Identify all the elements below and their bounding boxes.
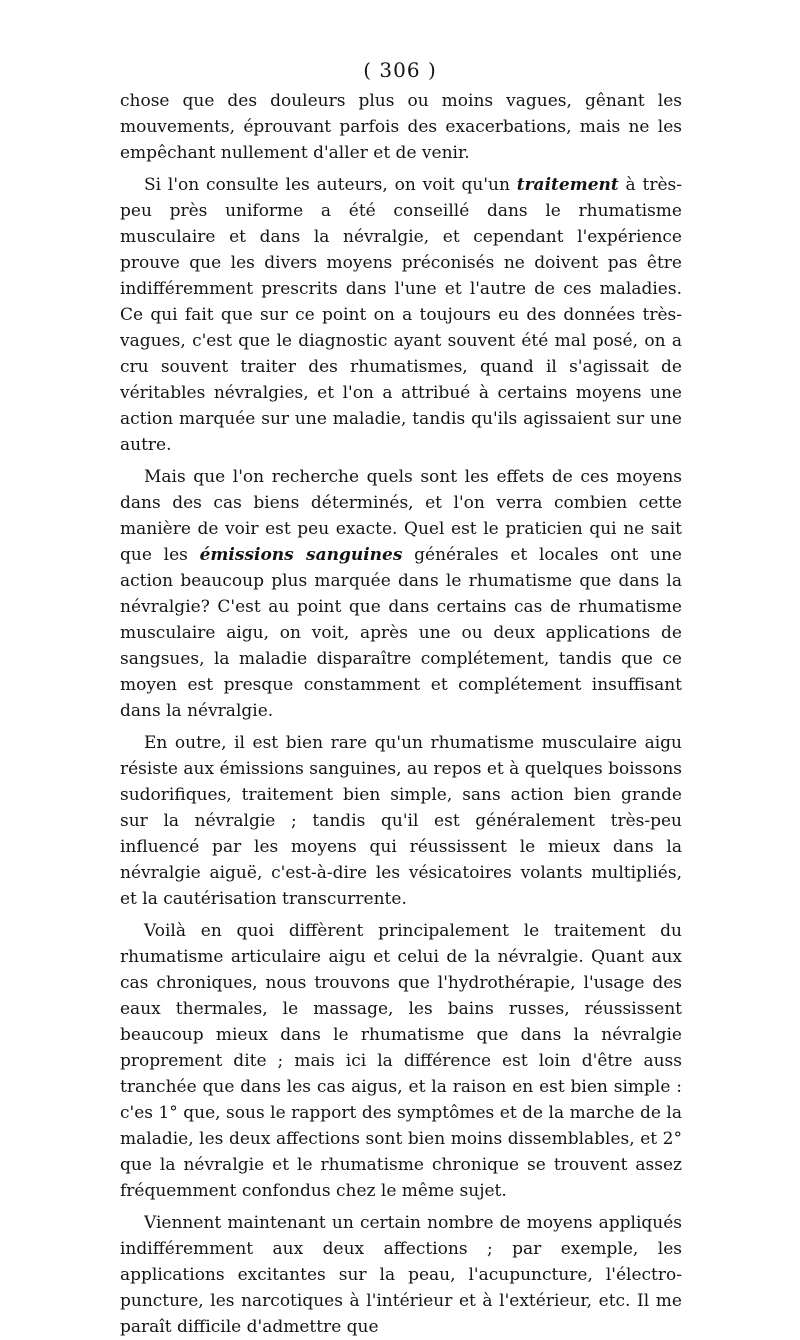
paragraph-emissions: [120, 464, 682, 724]
paragraph-en-outre: [120, 730, 682, 912]
paragraph-treatment: [120, 172, 682, 458]
body-text: [120, 88, 682, 1340]
paragraph-text: Voilà en quoi diffèrent principalement le traitement du rhumatisme articulaire aigu et celui de la névralgie. Quant aux cas chroniques, nous trouvons que l'hydrothérapie, l'usage des eaux thermales, le massage, les bains russes, réussissent beaucoup mieux dans le rhumatisme que dans la névralgie proprement dite ; mais ici la différence est loin d'être auss tranchée que dans les cas aigus, et la raison en est bien simple : c'es 1° que, sous le rapport des symptômes et de la marche de la maladie, les deux affections sont bien moins dissemblables, et 2° que la névralgie et le rhumatisme chronique se trouvent assez fréquemment confondus chez le même sujet.: [120, 921, 682, 1201]
paragraph-text: chose que des douleurs plus ou moins vagues, gênant les mouvements, éprouvant parfois des exacerbations, mais ne les empêchant nullement d'aller et de venir.: [120, 91, 682, 163]
paragraph-continuation: [120, 88, 682, 166]
paragraph-text: En outre, il est bien rare qu'un rhumatisme musculaire aigu résiste aux émissions sanguines, au repos et à quelques boissons sudorifiques, traitement bien simple, sans action bien grande sur la névralgie ; tandis qu'il est généralement très-peu influencé par les moyens qui réussissent le mieux dans la névralgie aiguë, c'est-à-dire les vésicatoires volants multipliés, et la cautérisation transcurrente.: [120, 733, 682, 909]
emphasis-traitement: traitement: [516, 175, 619, 195]
paragraph-text: Si l'on consulte les auteurs, on voit qu'un: [144, 175, 517, 195]
paragraph-text: Viennent maintenant un certain nombre de moyens appliqués indifféremment aux deux affections ; par exemple, les applications excitantes sur la peau, l'acupuncture, l'électro-puncture, les narcotiques à l'intérieur et à l'extérieur, etc. Il me paraît difficile d'admettre que: [120, 1213, 682, 1337]
paragraph-viennent: [120, 1210, 682, 1340]
paragraph-voila: [120, 918, 682, 1204]
emphasis-emissions-sanguines: émissions sanguines: [199, 545, 403, 565]
paragraph-text: à très-peu près uniforme a été conseillé dans le rhumatisme musculaire et dans la névralgie, et cependant l'expérience prouve que les divers moyens préconisés ne doivent pas être indifféremment prescrits dans l'une et l'autre de ces maladies. Ce qui fait que sur ce point on a toujours eu des données très-vagues, c'est que le diagnostic ayant souvent été mal posé, on a cru souvent traiter des rhumatismes, quand il s'agissait de véritables névralgies, et l'on a attribué à certains moyens une action marquée sur une maladie, tandis qu'ils agissaient sur une autre.: [120, 175, 682, 455]
paragraph-text: Mais que l'on recherche quels sont les effets de ces moyens dans des cas biens déterminés, et l'on verra combien cette manière de voir est peu exacte. Quel est le praticien qui ne sait que les: [120, 467, 682, 565]
paragraph-text: générales et locales ont une action beaucoup plus marquée dans le rhumatisme que dans la névralgie? C'est au point que dans certains cas de rhumatisme musculaire aigu, on voit, après une ou deux applications de sangsues, la maladie disparaître complétement, tandis que ce moyen est presque constamment et complétement insuffisant dans la névralgie.: [120, 545, 682, 721]
page-number: ( 306 ): [363, 58, 437, 82]
